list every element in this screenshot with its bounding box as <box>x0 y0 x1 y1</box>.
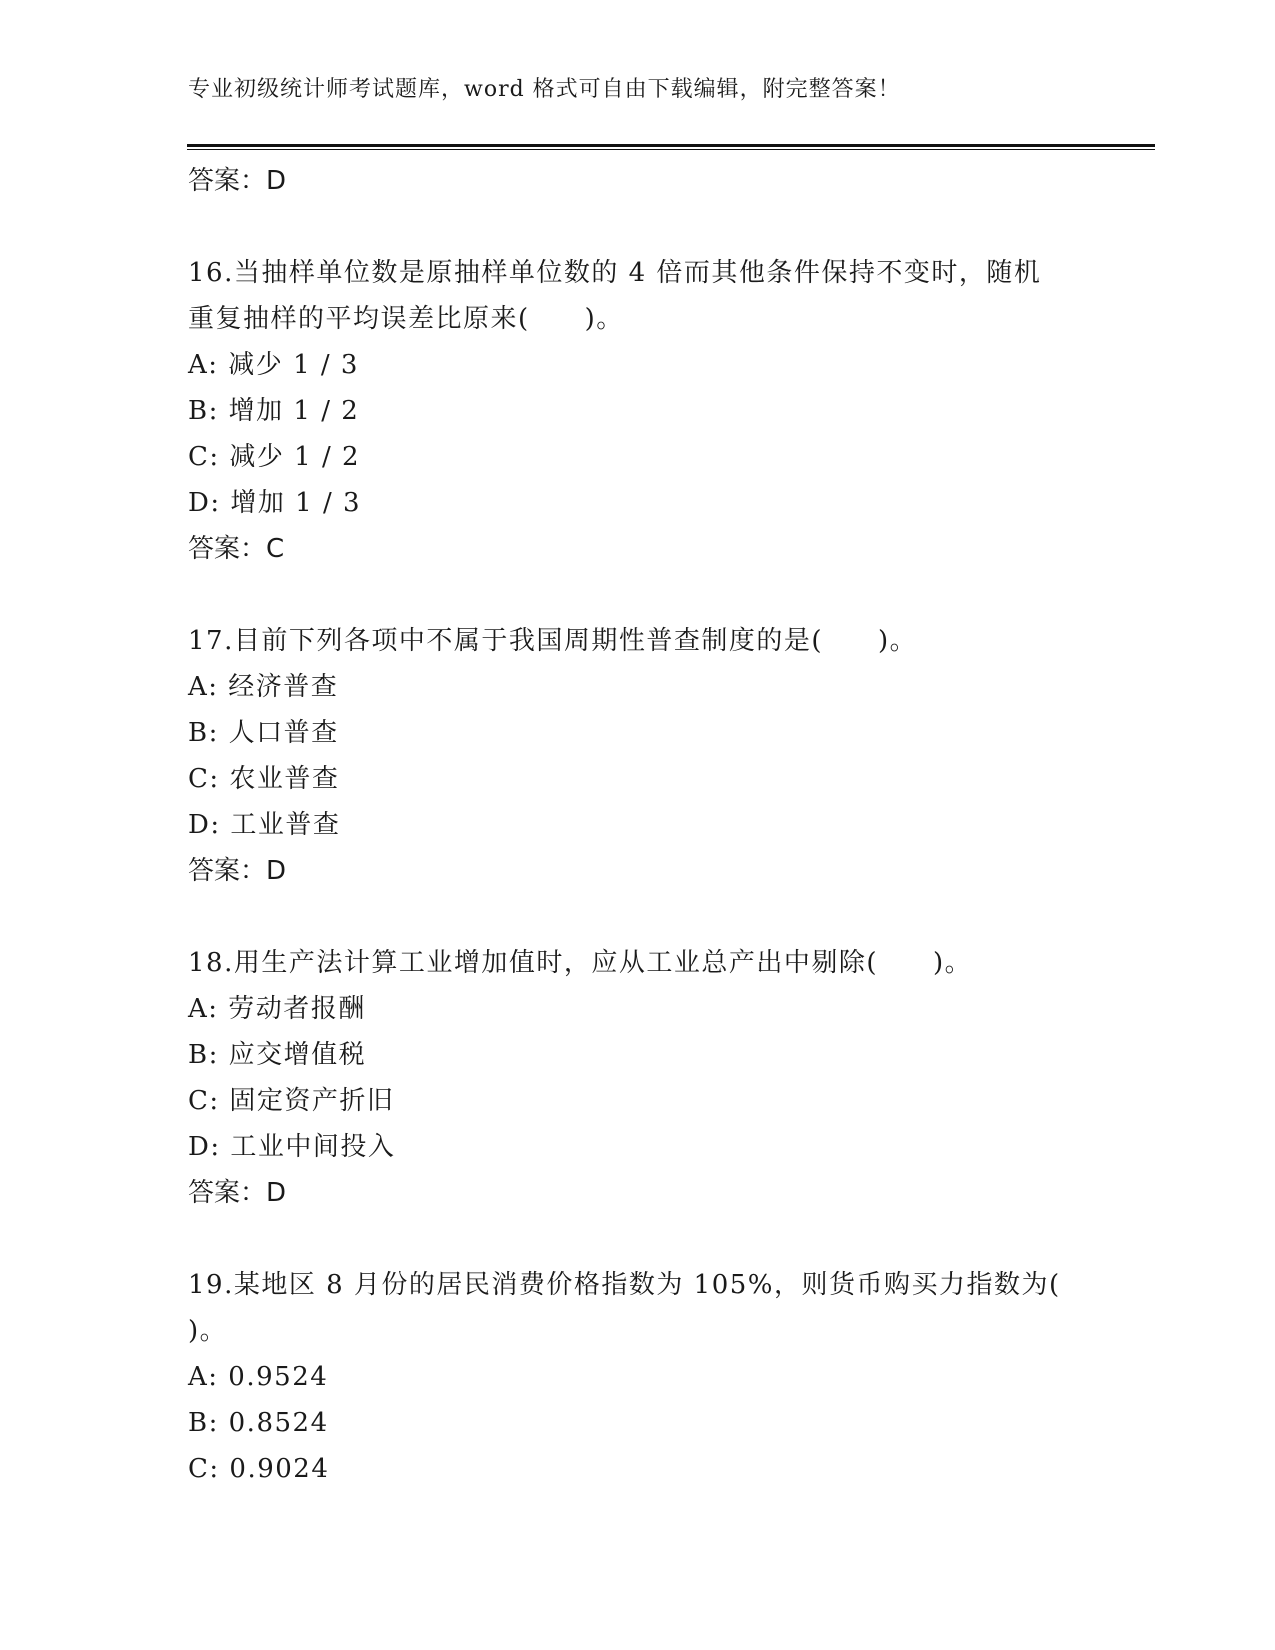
previous-answer: 答案：D <box>188 166 287 196</box>
option-d: D: 工业中间投入 <box>188 1132 396 1162</box>
option-a: A: 减少 1 / 3 <box>188 350 359 380</box>
spacer <box>188 894 1088 940</box>
spacer <box>188 572 1088 618</box>
spacer <box>188 1216 1088 1262</box>
question-17 <box>188 618 1088 894</box>
question-text: 19.某地区 8 月份的居民消费价格指数为 105%，则货币购买力指数为( <box>188 1270 1061 1300</box>
option-c: C: 农业普查 <box>188 764 340 794</box>
option-b: B: 0.8524 <box>188 1408 329 1438</box>
answer: 答案：D <box>188 1178 287 1208</box>
option-c: C: 0.9024 <box>188 1454 330 1484</box>
option-a: A: 劳动者报酬 <box>188 994 366 1024</box>
answer: 答案：C <box>188 534 285 564</box>
option-c: C: 固定资产折旧 <box>188 1086 395 1116</box>
question-19 <box>188 1262 1088 1492</box>
option-d: D: 增加 1 / 3 <box>188 488 362 518</box>
spacer <box>188 204 1088 250</box>
question-text: 重复抽样的平均误差比原来( )。 <box>188 304 624 334</box>
option-d: D: 工业普查 <box>188 810 341 840</box>
question-text: 18.用生产法计算工业增加值时，应从工业总产出中剔除( )。 <box>188 948 973 978</box>
header-rule <box>187 144 1155 147</box>
option-b: B: 人口普查 <box>188 718 339 748</box>
option-c: C: 减少 1 / 2 <box>188 442 361 472</box>
option-a: A: 0.9524 <box>188 1362 329 1392</box>
option-b: B: 应交增值税 <box>188 1040 367 1070</box>
page-header: 专业初级统计师考试题库，word 格式可自由下载编辑，附完整答案！ <box>188 77 901 102</box>
option-a: A: 经济普查 <box>188 672 339 702</box>
question-16 <box>188 250 1088 572</box>
question-list <box>188 158 1088 1492</box>
answer: 答案：D <box>188 856 287 886</box>
question-text: )。 <box>188 1316 228 1346</box>
question-text: 16.当抽样单位数是原抽样单位数的 4 倍而其他条件保持不变时，随机 <box>188 258 1042 288</box>
header-rule-thin <box>187 149 1155 150</box>
question-18 <box>188 940 1088 1216</box>
question-text: 17.目前下列各项中不属于我国周期性普查制度的是( )。 <box>188 626 918 656</box>
option-b: B: 增加 1 / 2 <box>188 396 360 426</box>
